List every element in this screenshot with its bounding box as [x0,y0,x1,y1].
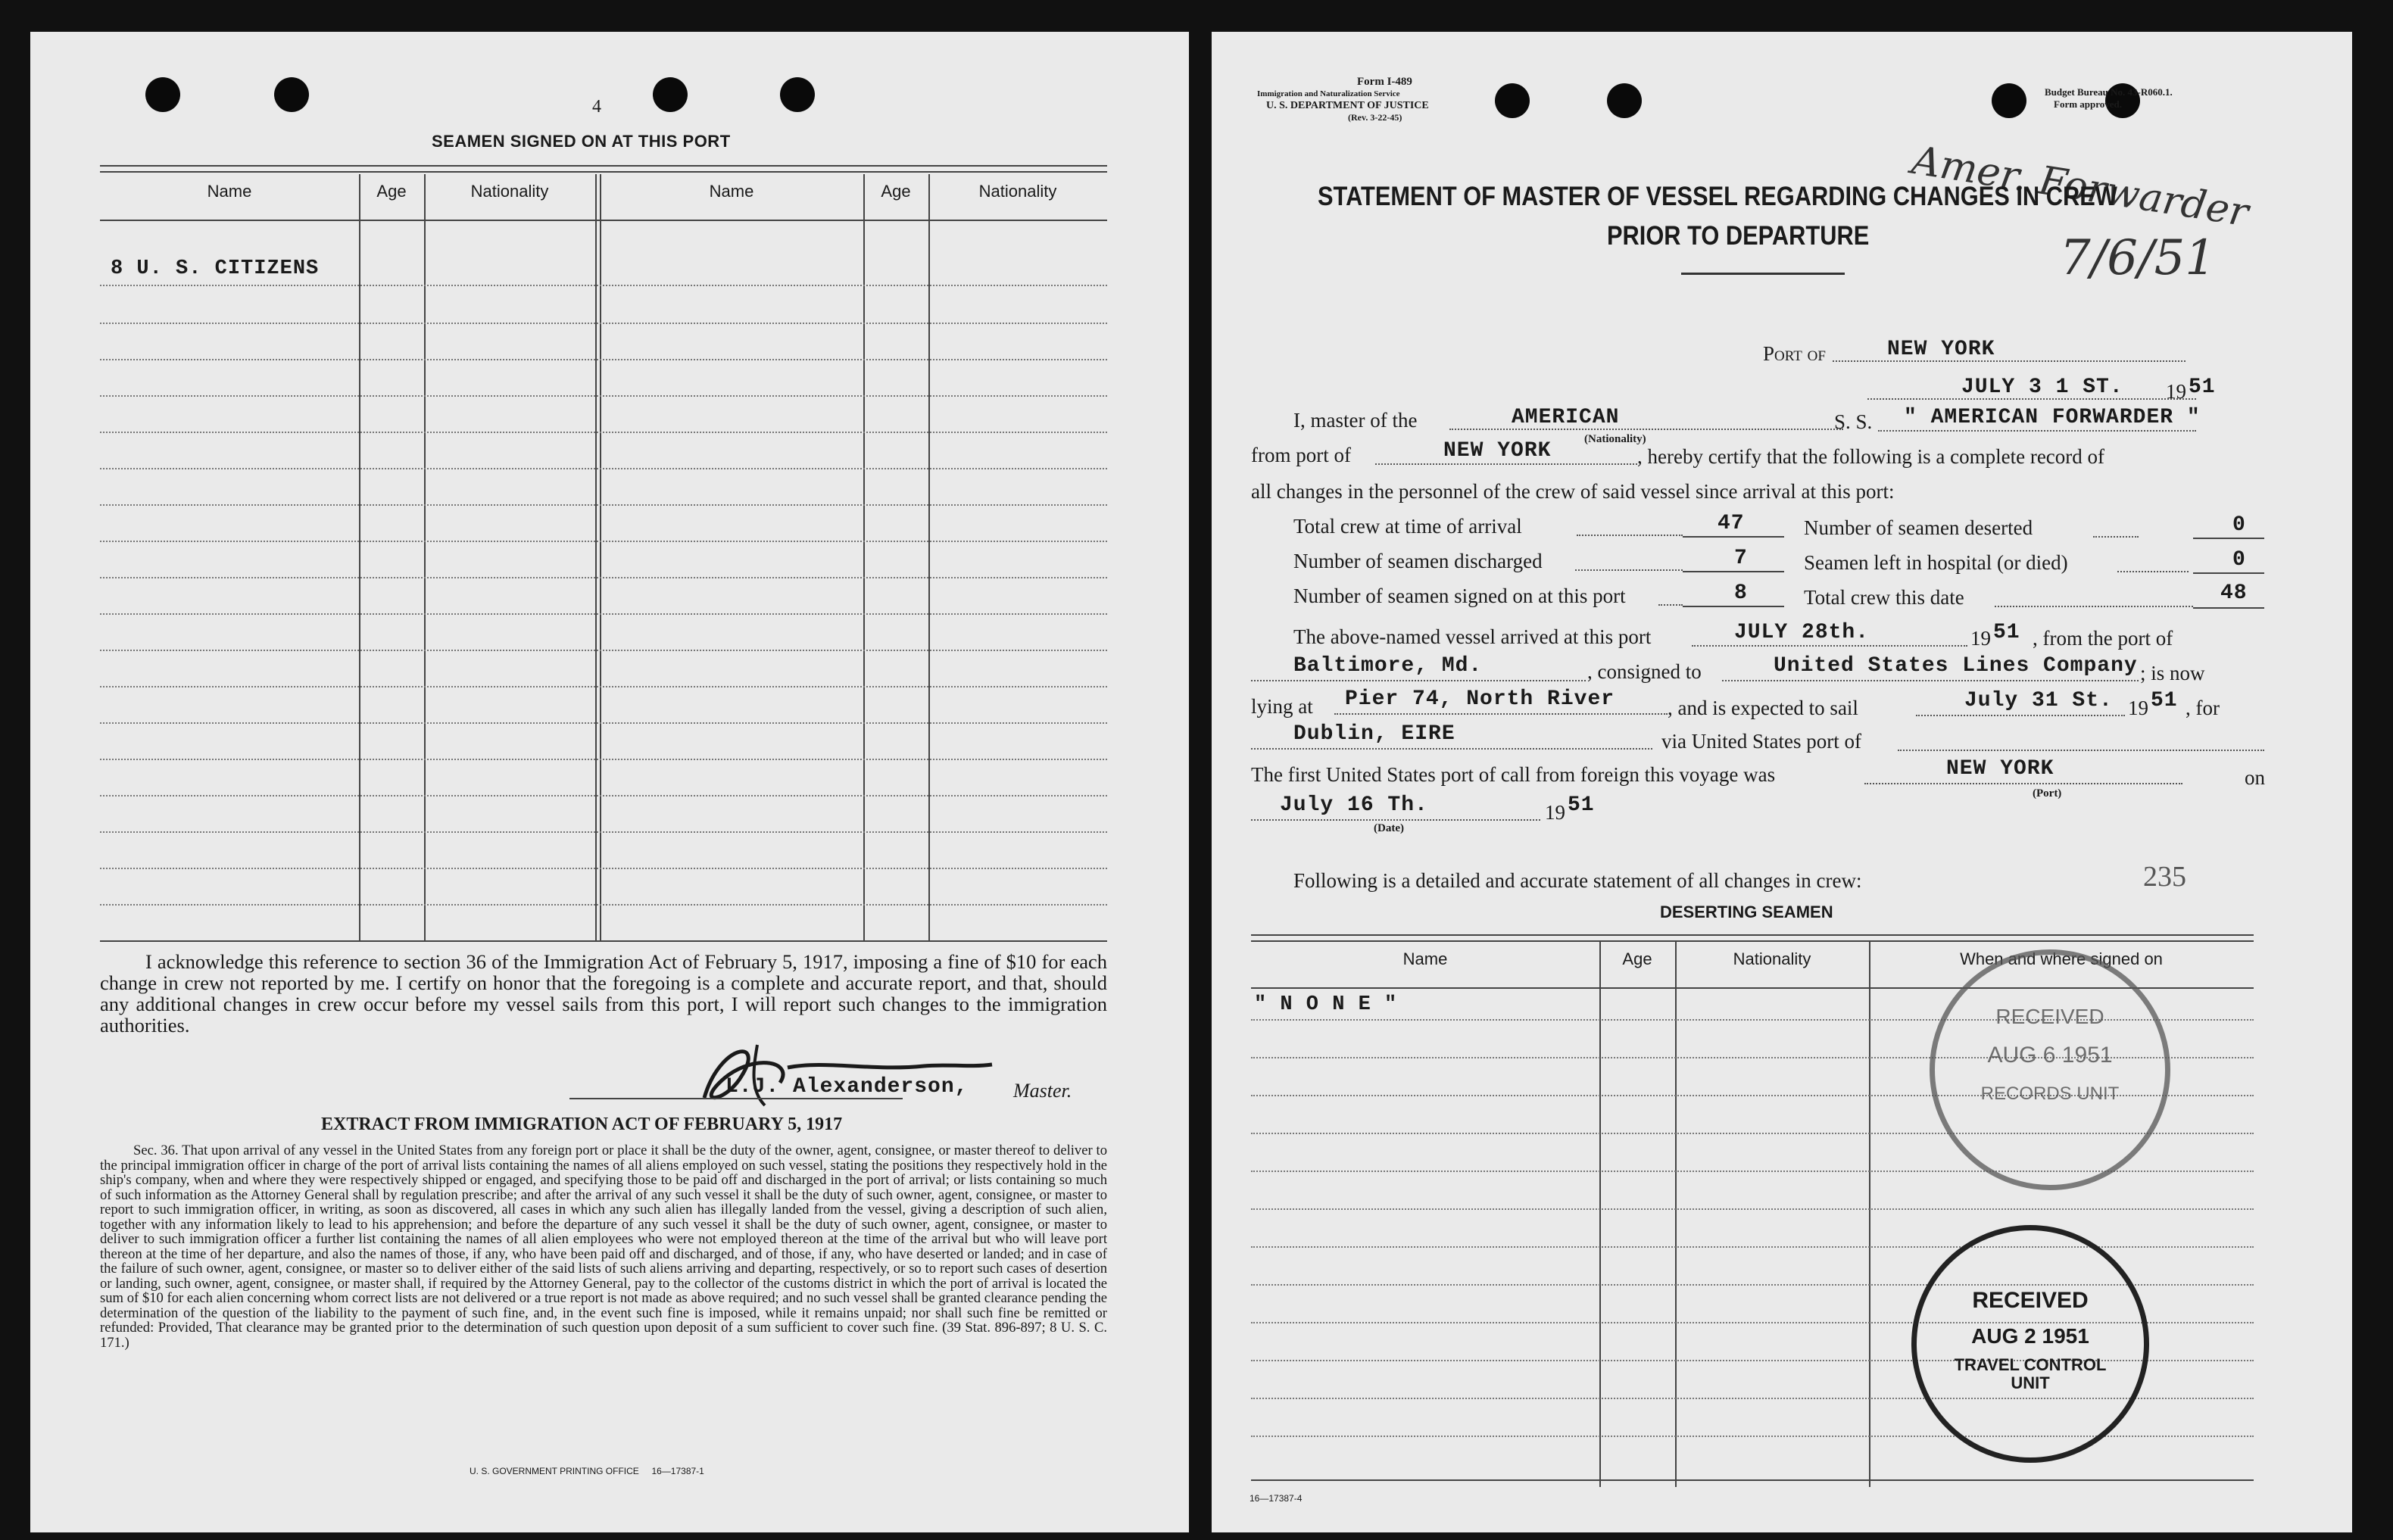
hospital-underline [2193,572,2264,574]
hospital-label: Seamen left in hospital (or died) [1804,551,2068,574]
column-header-age: Age [881,182,911,201]
handwritten-date: 7/6/51 [2060,230,2216,286]
port-value: NEW YORK [1887,338,1995,361]
first-date: July 16 Th. [1280,793,1428,817]
hospital-value: 0 [2232,548,2246,572]
total-date-leader [1995,588,2193,607]
on-label: on [2245,766,2265,789]
table-title: SEAMEN SIGNED ON AT THIS PORT [432,132,731,151]
year-prefix: 19 [1545,801,1565,824]
signed-on-value: 8 [1734,581,1748,605]
deserted-leader [2093,518,2139,538]
column-header-name: Name [1402,949,1448,968]
revision: (Rev. 3-22-45) [1348,112,1402,123]
punch-hole [274,77,309,112]
date-value: JULY 3 1 ST. [1961,376,2123,399]
date-caption: (Date) [1374,822,1404,834]
consigned-label: , consigned to [1587,660,1702,683]
received-stamp-travel-control [1911,1225,2149,1463]
discharged-value: 7 [1734,547,1748,570]
punch-hole [145,77,180,112]
stamp-unit: TRAVEL CONTROL UNIT [1954,1355,2107,1392]
deserted-label: Number of seamen deserted [1804,516,2033,539]
port-label: Port of [1763,342,1826,365]
arrived-year: 51 [1993,621,2020,644]
deserted-value: 0 [2232,513,2246,537]
deserting-title: DESERTING SEAMEN [1660,902,1833,921]
file-number: 235 [2143,861,2186,893]
stamp-date: AUG 2 1951 [1971,1324,2089,1348]
punch-hole [1607,83,1642,118]
certify-text-2: all changes in the personnel of the crew of said vessel since arrival at this port: [1251,480,1895,503]
via-port-field [1898,722,2264,751]
from-port-value: NEW YORK [1443,439,1552,463]
lying-at: Pier 74, North River [1345,687,1615,711]
discharged-label: Number of seamen discharged [1293,550,1543,572]
left-page [30,32,1189,1532]
punch-hole [1495,83,1530,118]
lying-at-label: lying at [1251,695,1313,718]
total-arrival-value: 47 [1718,512,1745,535]
form-number: Form I-489 [1357,76,1412,88]
table-row: 8 U. S. CITIZENS [111,257,320,280]
column-header-age: Age [1622,949,1652,968]
signed-on-leader [1658,586,1683,606]
nationality-caption: (Nationality) [1584,433,1646,445]
total-date-label: Total crew this date [1804,586,1964,609]
page-number: 4 [592,97,601,117]
sail-year: 51 [2151,689,2178,712]
port-field [1833,335,2186,362]
form-approved: Form approved. [2054,98,2123,110]
form-title: STATEMENT OF MASTER OF VESSEL REGARDING CHANGES IN CREW [1318,182,2117,211]
signed-on-label: Number of seamen signed on at this port [1293,585,1626,607]
master-of-label: I, master of the [1293,409,1418,432]
form-subtitle: PRIOR TO DEPARTURE [1607,221,1870,251]
first-port-label: The first United States port of call from foreign this voyage was [1251,763,1776,786]
printer-imprint: U. S. GOVERNMENT PRINTING OFFICE 16—17387-1 [470,1466,704,1476]
discharged-underline [1683,571,1784,572]
extract-title: EXTRACT FROM IMMIGRATION ACT OF FEBRUARY 5, 1917 [321,1114,843,1134]
column-header-nationality: Nationality [470,182,549,201]
nationality-field [1449,404,1843,430]
handwritten-vessel-name: Amer. Forwarder [1908,138,2252,236]
extract-text: Sec. 36. That upon arrival of any vessel in the United States from any foreign port or place it shall be the duty of the owner, agent, consignee, or master thereof to deliver to the principal immigration officer in charge of the port of arrival lists containing the names of all aliens employed on such vessel, stating the positions they respectively hold in the ship's company, when and where they were respectively shipped or engaged, and specifying those to be paid off and discharged in the port of arrival; or lists containing so much of such information as the Attorney General shall by regulation prescribe; and after the arrival of any such vessel it shall be the duty of such owner, agent, consignee, or master to report to such immigration officer, in writing, as soon as discovered, all cases in which any such alien has illegally landed from the vessel, giving a description of such alien, together with any information likely to lead to his apprehension; and before the departure of any such vessel it shall be the duty of such owner, agent, consignee, or master to deliver to such immigration officer a further list containing the names of all alien employees who were not employed thereon at the time of the arrival but who will leave port thereon at the time of her departure, and also the names of those, if any, who have been paid off and discharged, and of those, if any, who have deserted or landed; and in case of the failure of such owner, agent, consignee, or master so to deliver either of the said lists of such aliens arriving and departing, respectively, or so to report such cases of desertion or landing, such owner, agent, consignee, or master shall, if required by the Attorney General, pay to the collector of the customs district in which the port of arrival is located the sum of $10 for each alien concerning whom correct lists are not delivered or a true report is not made as above required; and no such vessel shall be granted clearance pending the determination of the question of the liability to the payment of such fine, and, in the event such fine is imposed, while it remains unpaid; nor shall such fine be remitted or refunded: Provided, That clearance may be granted prior to the determination of such question upon deposit of a sum sufficient to cover such fine. (39 Stat. 896-897; 8 U. S. C. 171.) [100,1143,1107,1351]
acknowledgement-text: I acknowledge this reference to section 36 of the Immigration Act of February 5, 1917, imposing a fine of $10 for each change in crew not reported by me. I certify on honor that the foregoing is a complete and accurate report, and that, should any additional changes in crew occur before my vessel sails from this port, I will report such changes to the immigration authorities. [100,950,1107,1037]
for-label: , for [2186,697,2220,719]
column-header-when-where: When and where signed on [1960,949,2163,968]
table-row: " N O N E " [1254,993,1398,1016]
sail-label: , and is expected to sail [1668,697,1858,719]
total-arrival-leader [1577,516,1683,536]
punch-hole [780,77,815,112]
punch-hole [653,77,688,112]
agency-line-2: U. S. DEPARTMENT OF JUSTICE [1266,100,1429,111]
column-header-nationality: Nationality [1733,949,1811,968]
right-page [1212,32,2352,1532]
arrived-date: JULY 28th. [1734,621,1870,644]
column-header-nationality: Nationality [978,182,1057,201]
total-date-underline [2193,607,2264,609]
deserted-underline [2193,538,2264,539]
arrived-label: The above-named vessel arrived at this port [1293,625,1652,648]
first-year: 51 [1568,793,1595,817]
destination: Dublin, EIRE [1293,722,1455,746]
signature [674,1030,1007,1113]
seamen-signed-on-table [100,165,1107,942]
year-prefix: 19 [2128,697,2148,719]
punch-hole [1992,83,2026,118]
master-name: L.J. Alexanderson, [725,1075,969,1099]
stamp-received-text: RECEIVED [1995,1005,2104,1028]
from-port-label: from port of [1251,444,1351,466]
from-port-of-label: , from the port of [2033,627,2173,650]
stamp-received-text: RECEIVED [1972,1288,2089,1313]
discharged-leader [1575,551,1683,571]
nationality-value: AMERICAN [1512,406,1620,429]
first-port: NEW YORK [1946,757,2054,781]
received-stamp-records [1930,949,2170,1190]
budget-bureau: Budget Bureau No. 43-R060.1. [2045,86,2173,98]
consignee: United States Lines Company [1774,654,2138,678]
master-title: Master. [1013,1080,1072,1102]
is-now-label: ; is now [2140,662,2205,684]
following-text: Following is a detailed and accurate statement of all changes in crew: [1293,869,1862,892]
vessel-value: " AMERICAN FORWARDER " [1904,406,2201,429]
total-arrival-label: Total crew at time of arrival [1293,515,1522,538]
certify-text: , hereby certify that the following is a complete record of [1637,445,2105,468]
hospital-leader [2117,553,2189,572]
column-header-name: Name [207,182,252,201]
stamp-unit: RECORDS UNIT [1980,1083,2120,1104]
column-header-age: Age [376,182,407,201]
signed-on-underline [1683,606,1784,607]
sail-date: July 31 St. [1964,689,2113,712]
total-date-value: 48 [2220,581,2248,605]
year-prefix: 19 [2166,380,2186,403]
ss-label: S. S. [1834,410,1873,433]
total-arrival-underline [1683,536,1784,538]
date-year: 51 [2189,376,2216,399]
agency-line-1: Immigration and Naturalization Service [1257,89,1400,98]
via-label: via United States port of [1661,730,1861,753]
printer-imprint: 16—17387-4 [1250,1493,1303,1504]
year-prefix: 19 [1970,627,1991,650]
title-rule [1681,273,1845,275]
port-caption: (Port) [2033,787,2062,800]
column-header-name: Name [709,182,754,201]
stamp-date: AUG 6 1951 [1987,1043,2113,1068]
arrived-from: Baltimore, Md. [1293,654,1483,678]
